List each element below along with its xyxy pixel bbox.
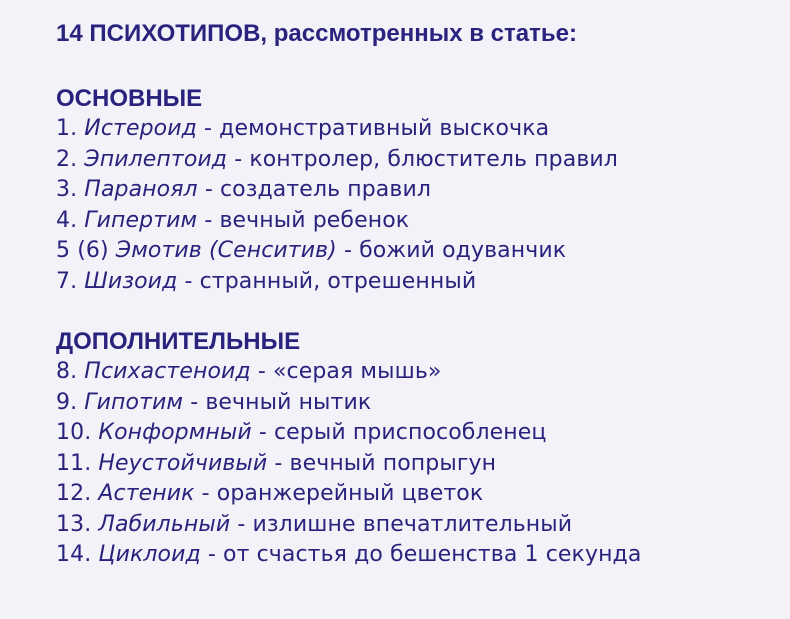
section-heading-main: ОСНОВНЫЕ: [56, 85, 203, 112]
item-number: 3.: [56, 177, 78, 202]
item-name: Психастеноид: [84, 359, 251, 384]
item-description: - вечный попрыгун: [274, 450, 497, 476]
item-description: - от счастья до бешенства 1 секунда: [207, 542, 642, 567]
item-description: - создатель правил: [204, 177, 432, 202]
item-number: 12.: [56, 481, 92, 506]
item-name: Циклоид: [98, 542, 201, 567]
list-item: [56, 357, 776, 388]
item-number: 5 (6): [56, 238, 109, 263]
list-item: [56, 540, 776, 571]
item-description: - оранжерейный цветок: [201, 481, 484, 506]
list-item: [56, 236, 776, 267]
item-description: - вечный нытик: [190, 389, 372, 415]
list-item: [56, 388, 776, 419]
section-main: [56, 84, 776, 297]
list-item: [56, 175, 776, 206]
item-name: Астеник: [98, 481, 195, 506]
item-number: 4.: [56, 207, 78, 233]
item-number: 8.: [56, 359, 78, 384]
article-content: [56, 16, 776, 571]
section-additional: [56, 327, 776, 571]
item-name: Конформный: [98, 420, 252, 445]
item-description: - контролер, блюститель правил: [234, 146, 618, 172]
item-name: Эмотив (Сенситив): [115, 238, 337, 263]
list-item: [56, 206, 776, 237]
item-number: 11.: [56, 450, 92, 476]
item-number: 2.: [56, 146, 78, 172]
item-number: 14.: [56, 542, 92, 567]
item-description: - демонстративный выскочка: [204, 116, 550, 141]
item-number: 9.: [56, 389, 78, 415]
item-name: Эпилептоид: [84, 146, 228, 172]
page-title: 14 ПСИХОТИПОВ, рассмотренных в статье:: [56, 20, 577, 47]
item-number: 13.: [56, 511, 92, 537]
item-name: Неустойчивый: [98, 450, 268, 476]
list-item: [56, 267, 776, 298]
item-description: - «серая мышь»: [257, 359, 442, 384]
item-number: 1.: [56, 116, 78, 141]
item-description: - странный, отрешенный: [184, 268, 477, 294]
item-number: 10.: [56, 420, 92, 445]
item-name: Гипотим: [84, 389, 184, 415]
psychotype-list-additional: [56, 357, 776, 571]
list-item: [56, 418, 776, 449]
item-name: Лабильный: [98, 511, 231, 537]
list-item: [56, 449, 776, 480]
item-name: Параноял: [84, 177, 198, 202]
item-description: - вечный ребенок: [204, 207, 410, 233]
list-item: [56, 479, 776, 510]
item-description: - излишне впечатлительный: [237, 511, 573, 537]
psychotype-list-main: [56, 114, 776, 297]
section-heading-additional: ДОПОЛНИТЕЛЬНЫЕ: [56, 328, 301, 355]
list-item: [56, 510, 776, 541]
item-name: Шизоид: [84, 268, 178, 294]
item-name: Истероид: [84, 116, 197, 141]
item-name: Гипертим: [84, 207, 198, 233]
list-item: [56, 145, 776, 176]
item-description: - серый приспособленец: [258, 420, 547, 445]
list-item: [56, 114, 776, 145]
item-number: 7.: [56, 268, 78, 294]
item-description: - божий одуванчик: [343, 238, 567, 263]
